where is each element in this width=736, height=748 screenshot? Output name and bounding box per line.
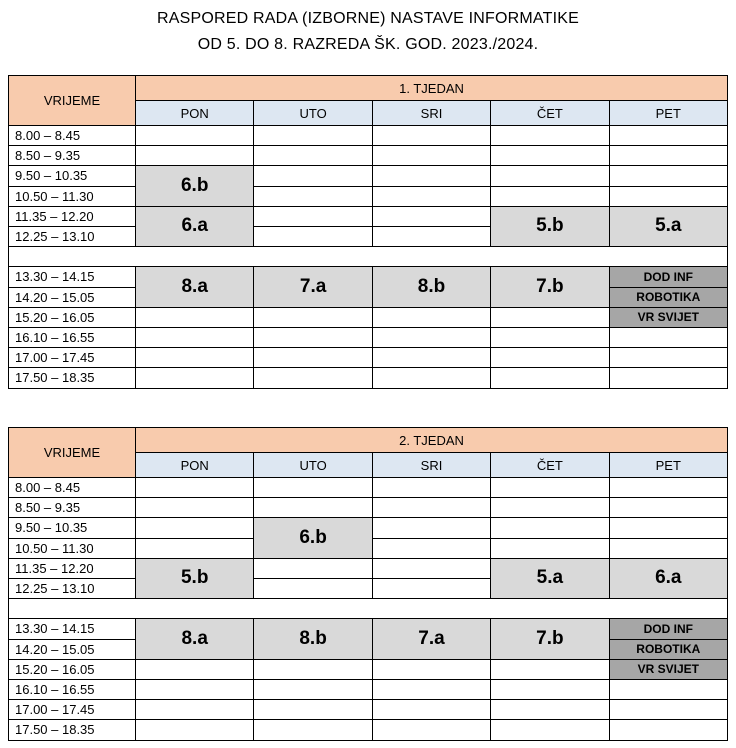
empty-cell (490, 477, 609, 498)
empty-cell (490, 165, 609, 186)
empty-cell (253, 165, 372, 186)
class-block: 5.b (490, 206, 609, 247)
time-slot: 10.50 – 11.30 (8, 538, 136, 559)
time-slot: 12.25 – 13.10 (8, 578, 136, 599)
day-header-0: PON (135, 452, 254, 478)
empty-cell (135, 719, 254, 740)
empty-cell (135, 538, 254, 559)
empty-cell (253, 125, 372, 146)
time-slot: 17.00 – 17.45 (8, 699, 136, 720)
time-slot: 8.50 – 9.35 (8, 145, 136, 166)
time-slot: 10.50 – 11.30 (8, 186, 136, 207)
time-slot: 9.50 – 10.35 (8, 517, 136, 538)
time-slot: 14.20 – 15.05 (8, 639, 136, 660)
day-header-3: ČET (490, 452, 609, 478)
class-block: 6.a (135, 206, 254, 247)
activity-tag: DOD INF (609, 618, 728, 639)
class-block: 8.b (372, 266, 491, 307)
empty-cell (253, 367, 372, 388)
empty-cell (490, 186, 609, 207)
time-slot: 13.30 – 14.15 (8, 266, 136, 287)
time-slot: 11.35 – 12.20 (8, 558, 136, 579)
empty-cell (372, 226, 491, 247)
time-slot: 8.00 – 8.45 (8, 125, 136, 146)
empty-cell (253, 477, 372, 498)
class-block: 7.a (253, 266, 372, 307)
time-slot: 11.35 – 12.20 (8, 206, 136, 227)
empty-cell (135, 367, 254, 388)
class-block: 7.b (490, 266, 609, 307)
empty-cell (372, 367, 491, 388)
break-row (8, 246, 728, 267)
empty-cell (253, 327, 372, 348)
page-subtitle: OD 5. DO 8. RAZREDA ŠK. GOD. 2023./2024. (197, 36, 539, 53)
empty-cell (609, 517, 728, 538)
empty-cell (609, 699, 728, 720)
empty-cell (372, 497, 491, 518)
empty-cell (372, 659, 491, 680)
empty-cell (372, 186, 491, 207)
empty-cell (490, 719, 609, 740)
week-label: 2. TJEDAN (135, 427, 728, 453)
class-block: 5.b (135, 558, 254, 599)
empty-cell (135, 125, 254, 146)
time-slot: 8.50 – 9.35 (8, 497, 136, 518)
empty-cell (490, 125, 609, 146)
day-header-1: UTO (253, 452, 372, 478)
class-block: 8.b (253, 618, 372, 659)
class-block: 6.b (253, 517, 372, 558)
vrijeme-header: VRIJEME (8, 75, 136, 126)
empty-cell (135, 517, 254, 538)
empty-cell (490, 327, 609, 348)
break-row (8, 598, 728, 619)
empty-cell (609, 186, 728, 207)
empty-cell (609, 327, 728, 348)
time-slot: 15.20 – 16.05 (8, 659, 136, 680)
day-header-0: PON (135, 100, 254, 126)
empty-cell (609, 347, 728, 368)
day-header-4: PET (609, 452, 728, 478)
empty-cell (609, 145, 728, 166)
time-slot: 8.00 – 8.45 (8, 477, 136, 498)
empty-cell (372, 477, 491, 498)
activity-tag: VR SVIJET (609, 659, 728, 680)
empty-cell (372, 578, 491, 599)
empty-cell (135, 307, 254, 328)
empty-cell (490, 145, 609, 166)
time-slot: 16.10 – 16.55 (8, 327, 136, 348)
class-block: 6.a (609, 558, 728, 599)
empty-cell (372, 347, 491, 368)
empty-cell (609, 719, 728, 740)
day-header-2: SRI (372, 100, 491, 126)
empty-cell (372, 517, 491, 538)
empty-cell (253, 497, 372, 518)
empty-cell (253, 558, 372, 579)
class-block: 5.a (609, 206, 728, 247)
empty-cell (135, 679, 254, 700)
activity-tag: VR SVIJET (609, 307, 728, 328)
time-slot: 13.30 – 14.15 (8, 618, 136, 639)
empty-cell (372, 558, 491, 579)
empty-cell (253, 578, 372, 599)
empty-cell (372, 125, 491, 146)
empty-cell (253, 699, 372, 720)
empty-cell (253, 145, 372, 166)
class-block: 6.b (135, 165, 254, 206)
empty-cell (372, 206, 491, 227)
day-header-3: ČET (490, 100, 609, 126)
empty-cell (372, 699, 491, 720)
empty-cell (135, 145, 254, 166)
class-block: 7.b (490, 618, 609, 659)
vrijeme-header: VRIJEME (8, 427, 136, 478)
empty-cell (609, 165, 728, 186)
time-slot: 16.10 – 16.55 (8, 679, 136, 700)
empty-cell (253, 679, 372, 700)
class-block: 7.a (372, 618, 491, 659)
empty-cell (135, 327, 254, 348)
empty-cell (253, 206, 372, 227)
time-slot: 17.50 – 18.35 (8, 719, 136, 740)
class-block: 8.a (135, 618, 254, 659)
empty-cell (609, 125, 728, 146)
activity-tag: ROBOTIKA (609, 287, 728, 308)
empty-cell (135, 699, 254, 720)
empty-cell (253, 226, 372, 247)
day-header-4: PET (609, 100, 728, 126)
empty-cell (609, 679, 728, 700)
activity-tag: ROBOTIKA (609, 639, 728, 660)
empty-cell (609, 367, 728, 388)
empty-cell (372, 327, 491, 348)
empty-cell (253, 659, 372, 680)
empty-cell (135, 497, 254, 518)
empty-cell (135, 659, 254, 680)
page-title: RASPORED RADA (IZBORNE) NASTAVE INFORMATIKE (157, 10, 579, 27)
empty-cell (253, 719, 372, 740)
time-slot: 17.00 – 17.45 (8, 347, 136, 368)
empty-cell (372, 307, 491, 328)
time-slot: 15.20 – 16.05 (8, 307, 136, 328)
empty-cell (490, 699, 609, 720)
empty-cell (253, 307, 372, 328)
time-slot: 9.50 – 10.35 (8, 165, 136, 186)
empty-cell (609, 538, 728, 559)
week-label: 1. TJEDAN (135, 75, 728, 101)
empty-cell (253, 347, 372, 368)
time-slot: 12.25 – 13.10 (8, 226, 136, 247)
empty-cell (372, 538, 491, 559)
empty-cell (135, 347, 254, 368)
empty-cell (253, 186, 372, 207)
empty-cell (135, 477, 254, 498)
empty-cell (490, 307, 609, 328)
class-block: 5.a (490, 558, 609, 599)
empty-cell (490, 367, 609, 388)
activity-tag: DOD INF (609, 266, 728, 287)
day-header-2: SRI (372, 452, 491, 478)
empty-cell (372, 165, 491, 186)
empty-cell (372, 145, 491, 166)
empty-cell (609, 497, 728, 518)
empty-cell (490, 659, 609, 680)
empty-cell (490, 517, 609, 538)
empty-cell (372, 679, 491, 700)
empty-cell (372, 719, 491, 740)
empty-cell (490, 347, 609, 368)
empty-cell (609, 477, 728, 498)
class-block: 8.a (135, 266, 254, 307)
time-slot: 14.20 – 15.05 (8, 287, 136, 308)
time-slot: 17.50 – 18.35 (8, 367, 136, 388)
day-header-1: UTO (253, 100, 372, 126)
empty-cell (490, 679, 609, 700)
empty-cell (490, 538, 609, 559)
empty-cell (490, 497, 609, 518)
